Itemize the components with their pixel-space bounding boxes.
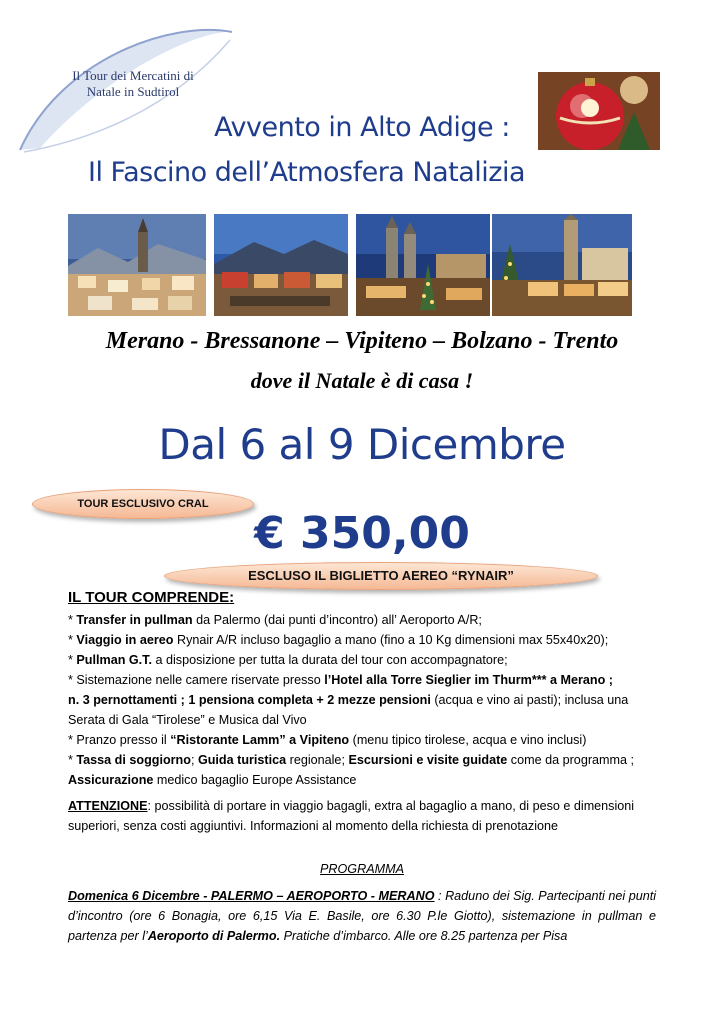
tour-price: € 350,00 — [254, 508, 470, 559]
item-bold: Transfer in pullman — [76, 613, 193, 627]
item-text: Pranzo presso il — [76, 733, 171, 747]
item-text: (menu tipico tirolese, acqua e vino inclusi) — [349, 733, 587, 747]
tour-includes-heading — [68, 589, 234, 606]
brand-line-1: Il Tour dei Mercatini di — [72, 68, 194, 83]
photo-market-4 — [492, 214, 632, 316]
attention-label: ATTENZIONE — [68, 799, 148, 813]
tour-dates: Dal 6 al 9 Dicembre — [158, 420, 566, 469]
list-item: * Pullman G.T. a disposizione per tutta la durata del tour con accompagnatore; — [68, 653, 508, 667]
item-text: da Palermo (dai punti d’incontro) all’ Aeroporto A/R; — [192, 613, 482, 627]
item-bold: Tassa di soggiorno — [76, 753, 191, 767]
day-bold: Aeroporto di Palermo. — [147, 929, 281, 943]
item-bold: “Ristorante Lamm” a Vipiteno — [170, 733, 350, 747]
attention-note — [68, 796, 658, 836]
exclusive-badge: TOUR ESCLUSIVO CRAL — [32, 489, 254, 519]
tour-includes-list — [68, 610, 668, 790]
day-title: Domenica 6 Dicembre - PALERMO – AEROPORTO - MERANO — [68, 889, 435, 903]
list-item: * Viaggio in aereo Rynair A/R incluso bagaglio a mano (fino a 10 Kg dimensioni max 55x40x20); — [68, 633, 609, 647]
item-text: regionale; — [286, 753, 349, 767]
list-item: * Transfer in pullman da Palermo (dai punti d’incontro) all’ Aeroporto A/R; — [68, 613, 482, 627]
cities-line: Merano - Bressanone – Vipiteno – Bolzano - Trento — [105, 328, 619, 354]
list-item: * Sistemazione nelle camere riservate presso l’Hotel alla Torre Sieglier im Thurm*** a Merano ; n. 3 pernottamenti ; 1 pensiona completa + 2 mezze pensioni (acqua e vino ai pasti); inclusa una Serata di Gala “Tirolese” e Musica dal Vivo — [68, 673, 629, 727]
list-item: * Tassa di soggiorno; Guida turistica regionale; Escursioni e visite guidate come da programma ; Assicurazione medico bagaglio Europe Assistance — [68, 753, 635, 787]
item-text: ; — [190, 753, 198, 767]
item-bold: Viaggio in aereo — [76, 633, 174, 647]
item-bold: Escursioni e visite guidate — [348, 753, 508, 767]
item-bold: Pullman G.T. — [76, 653, 152, 667]
item-bold: l’Hotel alla Torre Sieglier im Thurm*** a Merano ; — [324, 673, 613, 687]
title-line-2: Il Fascino dell’Atmosfera Natalizia — [88, 157, 526, 188]
brand-text — [48, 68, 218, 100]
photo-market-1 — [68, 214, 206, 316]
photo-market-3 — [356, 214, 490, 316]
attention-text: : possibilità di portare in viaggio bagagli, extra al bagaglio a mano, di peso e dimensioni superiori, senza costi aggiuntivi. Informazioni al momento della richiesta di prenotazione — [68, 799, 635, 833]
item-text: come da programma ; — [507, 753, 635, 767]
tour-heading-text: IL TOUR COMPRENDE — [68, 589, 230, 606]
subtitle: dove il Natale è di casa ! — [250, 368, 474, 393]
tour-heading-colon: : — [229, 589, 235, 606]
item-bold: Guida turistica — [197, 753, 287, 767]
list-item: * Pranzo presso il “Ristorante Lamm” a Vipiteno (menu tipico tirolese, acqua e vino inclusi) — [68, 733, 587, 747]
item-text: medico bagaglio Europe Assistance — [153, 773, 357, 787]
program-heading: PROGRAMMA — [320, 862, 404, 876]
brand-line-2: Natale in Sudtirol — [86, 84, 180, 99]
program-day-1 — [68, 886, 656, 946]
photo-market-2 — [214, 214, 348, 316]
item-text: Rynair A/R incluso bagaglio a mano (fino a 10 Kg dimensioni max 55x40x20); — [173, 633, 609, 647]
item-text: a disposizione per tutta la durata del tour con accompagnatore; — [151, 653, 508, 667]
title-line-1: Avvento in Alto Adige : — [214, 112, 510, 143]
item-text: Sistemazione nelle camere riservate presso — [76, 673, 325, 687]
day-text: : Raduno dei Sig. Partecipanti nei punti d’incontro (ore 6 Bonagia, ore 6,15 Via E. Basile, ore 6.30 P.le Giotto), sistemazione in pullman e partenza per l’ — [68, 889, 656, 943]
day-text: Pratiche d’imbarco. Alle ore 8.25 partenza per Pisa — [280, 929, 568, 943]
item-text: (acqua e vino ai pasti); inclusa una Serata di Gala “Tirolese” e Musica dal Vivo — [68, 693, 629, 727]
flight-excluded-badge: ESCLUSO IL BIGLIETTO AEREO “RYNAIR” — [164, 562, 598, 590]
item-bold: Assicurazione — [68, 773, 154, 787]
item-bold: n. 3 pernottamenti ; 1 pensiona completa + 2 mezze pensioni — [68, 693, 431, 707]
